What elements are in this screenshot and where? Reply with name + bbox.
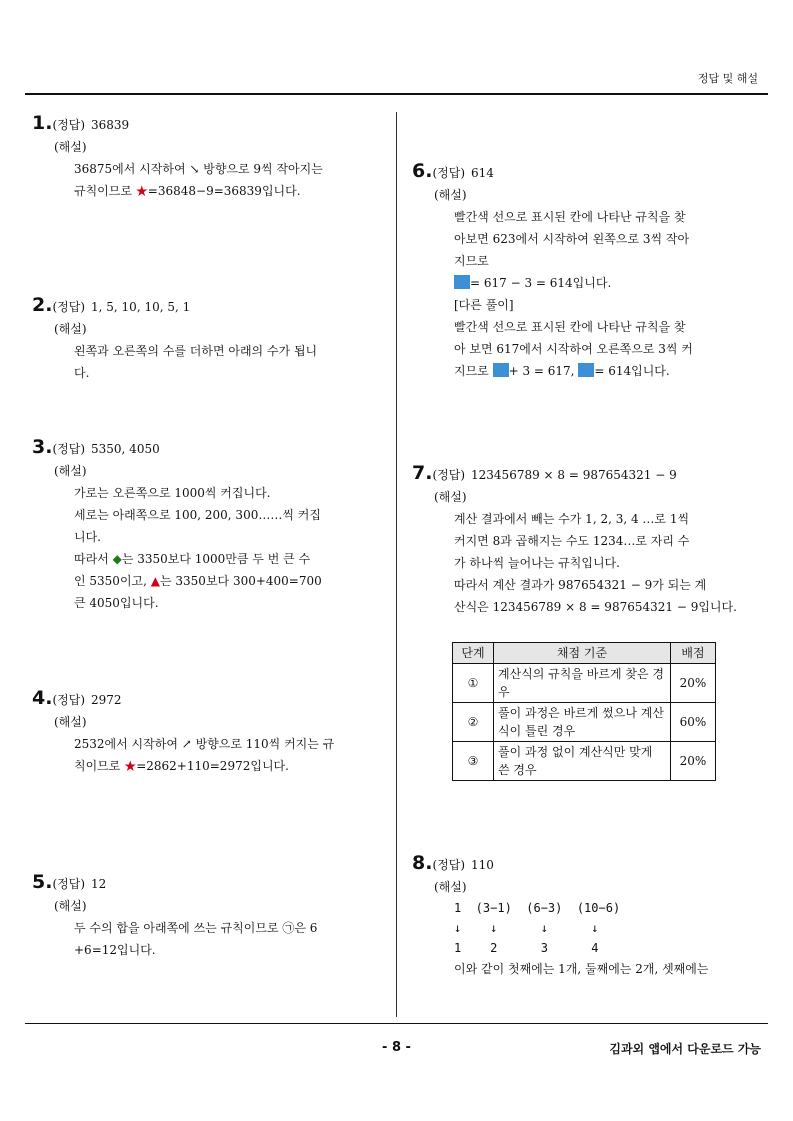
table-header: 단계: [453, 643, 494, 664]
star-icon: ★: [124, 759, 137, 773]
q7-line-3: 가 하나씩 늘어나는 규칙입니다.: [454, 556, 620, 570]
q3-line-2: 세로는 아래쪽으로 100, 200, 300……씩 커집: [74, 508, 321, 522]
q3-answer: 5350, 4050: [91, 442, 160, 456]
q4-answer: 2972: [91, 693, 122, 707]
q6-line-1: 빨간색 선으로 표시된 칸에 나타난 규칙을 찾: [454, 210, 686, 224]
q5-line-2: +6=12입니다.: [74, 943, 156, 957]
question-5: [32, 871, 372, 961]
q5-line-1: 두 수의 합을 아래쪽에 쓰는 규칙이므로 ㉠은 6: [74, 921, 318, 935]
q2-line-2: 다.: [74, 366, 90, 380]
q7-line-2: 커지면 8과 곱해지는 수도 1234…로 자리 수: [454, 534, 690, 548]
q6-answer: 614: [471, 166, 494, 180]
question-7: [412, 462, 757, 618]
table-cell: 20%: [671, 742, 716, 781]
q8-heading: [412, 852, 757, 876]
answer-label: (정답): [52, 693, 86, 707]
question-3: [32, 436, 372, 614]
triangle-icon: ▲: [150, 574, 160, 588]
explain-label: (해설): [54, 715, 87, 729]
q8-row-1: 1 (3−1) (6−3) (10−6): [454, 901, 621, 915]
q3-line-1: 가로는 오른쪽으로 1000씩 커집니다.: [74, 486, 271, 500]
section-header: 정답 및 해설: [697, 72, 758, 85]
q3-line-3: 니다.: [74, 530, 101, 544]
explain-label: (해설): [434, 188, 467, 202]
q5-number: 5.: [32, 871, 53, 893]
q3-line-5: 인 5350이고, ▲는 3350보다 300+400=700: [74, 574, 322, 588]
q8-answer: 110: [471, 858, 494, 872]
table-row: [453, 664, 716, 703]
q8-line-1: 이와 같이 첫째에는 1개, 둘째에는 2개, 셋째에는: [454, 962, 709, 976]
q2-answer: 1, 5, 10, 10, 5, 1: [91, 300, 191, 314]
blue-square-icon: [454, 275, 470, 289]
q7-line-5: 산식은 123456789 × 8 = 987654321 − 9입니다.: [454, 600, 737, 614]
explain-label: (해설): [54, 140, 87, 154]
table-cell: 60%: [671, 703, 716, 742]
q7-line-4: 따라서 계산 결과가 987654321 − 9가 되는 계: [454, 578, 707, 592]
explain-label: (해설): [434, 490, 467, 504]
q7-answer: 123456789 × 8 = 987654321 − 9: [471, 468, 677, 482]
q8-number: 8.: [412, 852, 433, 874]
answer-label: (정답): [52, 300, 86, 314]
explain-label: (해설): [54, 464, 87, 478]
q6-heading: [412, 160, 752, 184]
q8-row-3: 1 2 3 4: [454, 941, 599, 955]
table-cell: ②: [453, 703, 494, 742]
star-icon: ★: [135, 184, 148, 198]
answer-label: (정답): [52, 442, 86, 456]
diamond-icon: ◆: [112, 552, 122, 566]
table-row: [453, 703, 716, 742]
question-1: [32, 112, 372, 202]
answer-label: (정답): [52, 118, 86, 132]
table-cell: 풀이 과정 없이 계산식만 맞게 쓴 경우: [494, 742, 671, 781]
q8-row-arrows: ↓ ↓ ↓ ↓: [454, 921, 599, 935]
q6-number: 6.: [412, 160, 433, 182]
table-cell: 풀이 과정은 바르게 썼으나 계산식이 틀린 경우: [494, 703, 671, 742]
answer-label: (정답): [432, 858, 466, 872]
page-number: - 8 -: [382, 1040, 411, 1055]
q2-number: 2.: [32, 294, 53, 316]
q4-line-2: 칙이므로 ★=2862+110=2972입니다.: [74, 759, 289, 773]
q3-heading: [32, 436, 372, 460]
answer-label: (정답): [432, 468, 466, 482]
explain-label: (해설): [54, 899, 87, 913]
q3-line-4: 따라서 ◆는 3350보다 1000만큼 두 번 큰 수: [74, 552, 311, 566]
q3-number: 3.: [32, 436, 53, 458]
q1-heading: [32, 112, 372, 136]
q4-heading: [32, 687, 372, 711]
q7-heading: [412, 462, 757, 486]
q4-line-1: 2532에서 시작하여 ↗ 방향으로 110씩 커지는 규: [74, 737, 335, 751]
q1-line-2: 규칙이므로 ★=36848−9=36839입니다.: [74, 184, 301, 198]
table-header-row: [453, 643, 716, 664]
q7-line-1: 계산 결과에서 빼는 수가 1, 2, 3, 4 …로 1씩: [454, 512, 690, 526]
q2-heading: [32, 294, 372, 318]
scoring-table: [452, 642, 716, 781]
blue-square-icon: [493, 363, 509, 377]
table-cell: ①: [453, 664, 494, 703]
table-cell: 계산식의 규칙을 바르게 찾은 경우: [494, 664, 671, 703]
q7-number: 7.: [412, 462, 433, 484]
question-2: [32, 294, 372, 384]
explain-label: (해설): [54, 322, 87, 336]
q1-number: 1.: [32, 112, 53, 134]
answer-label: (정답): [432, 166, 466, 180]
q6-line-2: 아보면 623에서 시작하여 왼쪽으로 3씩 작아: [454, 232, 690, 246]
table-header: 채점 기준: [494, 643, 671, 664]
q5-heading: [32, 871, 372, 895]
q2-line-1: 왼쪽과 오른쪽의 수를 더하면 아래의 수가 됩니: [74, 344, 318, 358]
q5-answer: 12: [91, 877, 107, 891]
table-cell: ③: [453, 742, 494, 781]
q6-line-4: = 617 − 3 = 614입니다.: [454, 272, 752, 294]
q1-answer: 36839: [91, 118, 130, 132]
table-cell: 20%: [671, 664, 716, 703]
q6-line-6: 아 보면 617에서 시작하여 오른쪽으로 3씩 커: [454, 342, 693, 356]
column-divider: [396, 112, 397, 1017]
table-header: 배점: [671, 643, 716, 664]
q6-line-7: 지므로 + 3 = 617, = 614입니다.: [454, 364, 670, 378]
table-row: [453, 742, 716, 781]
blue-square-icon: [578, 363, 594, 377]
question-8: [412, 852, 757, 980]
top-rule: [25, 93, 768, 95]
q1-line-1: 36875에서 시작하여 ↘ 방향으로 9씩 작아지는: [74, 162, 323, 176]
q4-number: 4.: [32, 687, 53, 709]
answer-label: (정답): [52, 877, 86, 891]
q6-line-5: 빨간색 선으로 표시된 칸에 나타난 규칙을 찾: [454, 320, 686, 334]
explain-label: (해설): [434, 880, 467, 894]
bottom-rule: [25, 1023, 768, 1024]
question-6: [412, 160, 752, 382]
question-4: [32, 687, 372, 777]
footer-brand: 김과외 앱에서 다운로드 가능: [609, 1042, 761, 1056]
q6-alt-label: [다른 풀이]: [454, 298, 514, 312]
q3-line-6: 큰 4050입니다.: [74, 596, 159, 610]
q6-line-3: 지므로: [454, 254, 489, 268]
